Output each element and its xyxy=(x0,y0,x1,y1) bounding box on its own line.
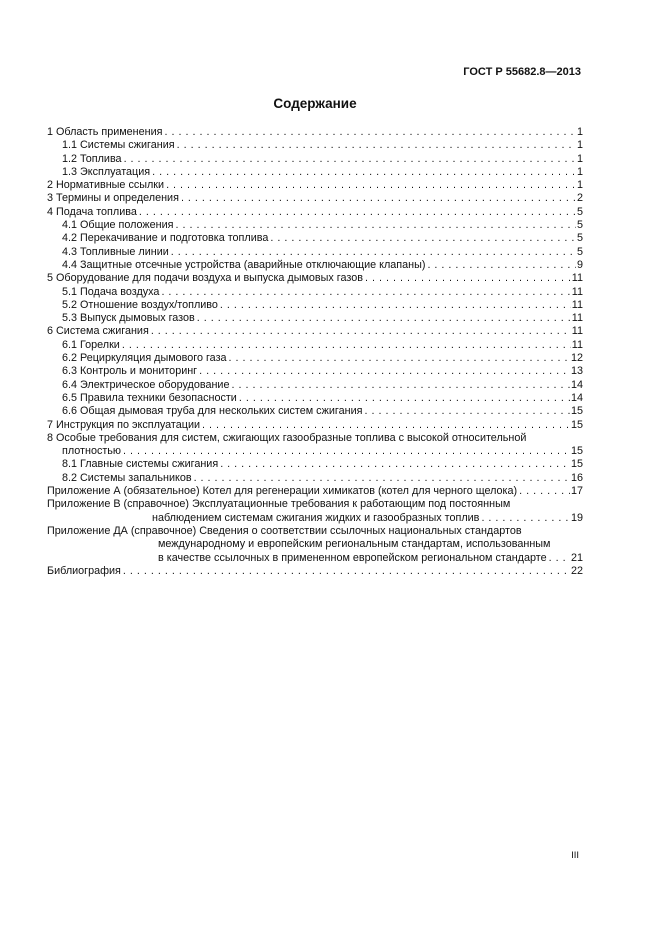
toc-entry: 4 Подача топлива . . . 5 xyxy=(47,206,583,219)
toc-entry: 8.2 Системы запальников . . . 16 xyxy=(47,472,583,485)
toc-entry: 6.5 Правила техники безопасности . . . 14 xyxy=(47,392,583,405)
toc-entry: в качестве ссылочных в примененном европейском региональном стандарте . . . 21 xyxy=(47,552,583,565)
page-title: Содержание xyxy=(273,96,357,111)
toc-entry: 5.3 Выпуск дымовых газов . . . 11 xyxy=(47,312,583,325)
toc-entry: 6 Система сжигания . . . 11 xyxy=(47,325,583,338)
toc-entry: 1.2 Топлива . . . 1 xyxy=(47,153,583,166)
toc-entry: 1.1 Системы сжигания . . . 1 xyxy=(47,139,583,152)
toc-entry: Приложение А (обязательное) Котел для регенерации химикатов (котел для черного щелока) . . . 17 xyxy=(47,485,583,498)
toc-entry-line: Приложение В (справочное) Эксплуатационные требования к работающим под постоянным xyxy=(47,498,511,511)
toc-entry: 5.1 Подача воздуха . . . 11 xyxy=(47,286,583,299)
toc-entry: Библиография . . . 22 xyxy=(47,565,583,578)
toc-entry: наблюдением системам сжигания жидких и газообразных топлив . . . 19 xyxy=(47,512,583,525)
toc-entry-line: 8 Особые требования для систем, сжигающих газообразные топлива с высокой относительной xyxy=(47,431,527,444)
toc-entry: 6.4 Электрическое оборудование . . . 14 xyxy=(47,379,583,392)
toc-entry: 6.1 Горелки . . . 11 xyxy=(47,339,583,352)
toc-entry: 1.3 Эксплуатация . . . 1 xyxy=(47,166,583,179)
toc-entry: 6.2 Рециркуляция дымового газа . . . 12 xyxy=(47,352,583,365)
toc-entry: 4.2 Перекачивание и подготовка топлива . . . 5 xyxy=(47,232,583,245)
toc-entry: 2 Нормативные ссылки . . . 1 xyxy=(47,179,583,192)
toc-entry: 6.3 Контроль и мониторинг . . . 13 xyxy=(47,365,583,378)
toc-entry: 4.4 Защитные отсечные устройства (аварийные отключающие клапаны) . . . 9 xyxy=(47,259,583,272)
toc-entry: 6.6 Общая дымовая труба для нескольких систем сжигания . . . 15 xyxy=(47,405,583,418)
document-code: ГОСТ Р 55682.8—2013 xyxy=(463,66,581,78)
toc-entry: 1 Область применения . . . 1 xyxy=(47,126,583,139)
toc-entry: 8.1 Главные системы сжигания . . . 15 xyxy=(47,458,583,471)
table-of-contents xyxy=(47,126,583,578)
toc-entry: 7 Инструкция по эксплуатации . . . 15 xyxy=(47,419,583,432)
toc-entry: 4.1 Общие положения . . . 5 xyxy=(47,219,583,232)
toc-entry-line: международному и европейским региональным стандартам, использованным xyxy=(158,538,551,551)
toc-entry: 5.2 Отношение воздух/топливо . . . 11 xyxy=(47,299,583,312)
toc-entry: 3 Термины и определения . . . 2 xyxy=(47,192,583,205)
toc-entry: 5 Оборудование для подачи воздуха и выпуска дымовых газов . . . 11 xyxy=(47,272,583,285)
toc-entry: плотностью . . . 15 xyxy=(47,445,583,458)
toc-entry-line: Приложение ДА (справочное) Сведения о соответствии ссылочных национальных стандартов xyxy=(47,524,522,537)
page-number: III xyxy=(571,850,579,861)
toc-entry: 4.3 Топливные линии . . . 5 xyxy=(47,246,583,259)
